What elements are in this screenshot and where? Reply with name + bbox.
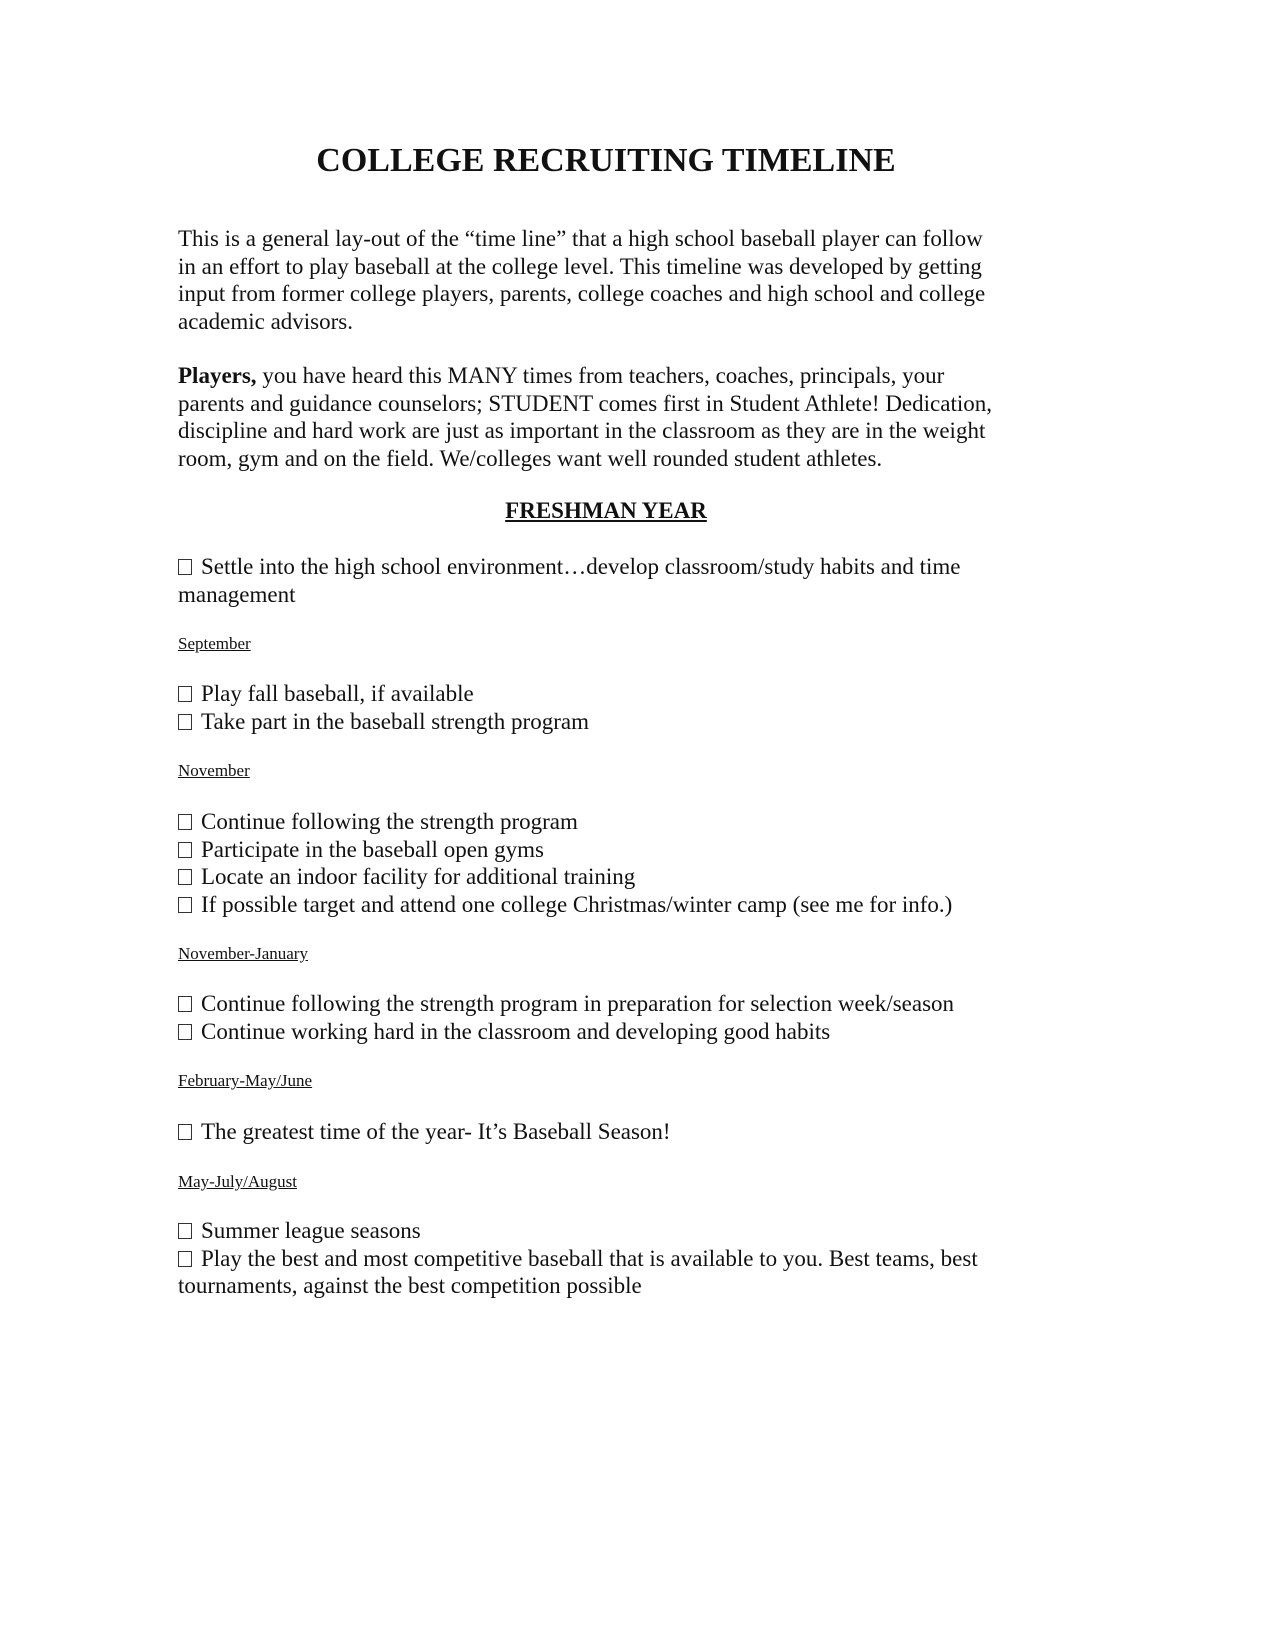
checklist-item: [178, 808, 952, 836]
item-text: Locate an indoor facility for additional training: [201, 864, 636, 889]
item-text: Continue following the strength program: [201, 809, 578, 834]
intro-paragraph: [178, 225, 985, 335]
month-items: [178, 990, 954, 1045]
checkbox-icon[interactable]: [178, 996, 192, 1012]
item-text: Continue working hard in the classroom and developing good habits: [201, 1018, 831, 1044]
text-line: This is a general lay-out of the “time line” that a high school baseball player can follow: [178, 226, 983, 251]
item-text: Settle into the high school environment…develop classroom/study habits and time: [201, 554, 961, 579]
month-label: May-July/August: [178, 1172, 297, 1191]
month-label: November-January: [178, 944, 308, 963]
text-line: input from former college players, parents, college coaches and high school and college: [178, 281, 986, 306]
text-line: in an effort to play baseball at the college level. This timeline was developed by getting: [178, 253, 982, 279]
players-lead: Players,: [178, 363, 257, 388]
month-items: [178, 680, 589, 735]
checkbox-icon[interactable]: [178, 714, 192, 730]
checklist-item: [178, 863, 952, 891]
checklist-item: [178, 1217, 978, 1245]
checkbox-icon[interactable]: [178, 869, 192, 885]
checkbox-icon[interactable]: [178, 1024, 192, 1040]
checklist-item: [178, 1245, 978, 1273]
item-text-continuation: tournaments, against the best competition possible: [178, 1273, 642, 1298]
checklist-item: [178, 1118, 671, 1146]
month-label: November: [178, 761, 250, 780]
month-label: February-May/June: [178, 1071, 313, 1090]
players-paragraph: [178, 362, 992, 472]
month-label: September: [178, 634, 251, 653]
section-heading: FRESHMAN YEAR: [505, 498, 707, 523]
item-text: Participate in the baseball open gyms: [201, 836, 544, 862]
checklist-item: [178, 708, 589, 736]
checkbox-icon[interactable]: [178, 842, 192, 858]
text-span: you have heard this MANY times from teachers, coaches, principals, your: [256, 363, 945, 388]
checkbox-icon[interactable]: [178, 686, 192, 702]
item-text: management: [178, 581, 296, 607]
checkbox-icon[interactable]: [178, 814, 192, 830]
month-items: [178, 808, 952, 918]
checklist-item: [178, 1018, 954, 1046]
text-line: room, gym and on the field. We/colleges want well rounded student athletes.: [178, 445, 883, 471]
text-line: academic advisors.: [178, 308, 353, 334]
item-text: Summer league seasons: [201, 1218, 421, 1243]
item-text: If possible target and attend one college Christmas/winter camp (see me for info.): [201, 891, 953, 917]
document-title: COLLEGE RECRUITING TIMELINE: [316, 142, 896, 179]
month-items: [178, 1118, 671, 1146]
item-text: Continue following the strength program in preparation for selection week/season: [201, 991, 955, 1016]
item-text: Play fall baseball, if available: [201, 681, 474, 706]
checklist-item: [178, 836, 952, 864]
checkbox-icon[interactable]: [178, 897, 192, 913]
checklist-item: [178, 680, 589, 708]
text-line: discipline and hard work are just as important in the classroom as they are in the weight: [178, 418, 986, 443]
item-text: The greatest time of the year- It’s Baseball Season!: [201, 1119, 671, 1144]
item-text: Take part in the baseball strength program: [201, 708, 589, 734]
text-line: parents and guidance counselors; STUDENT comes first in Student Athlete! Dedication,: [178, 390, 992, 416]
month-items: [178, 1217, 978, 1300]
checkbox-icon[interactable]: [178, 1251, 192, 1267]
general-item: [178, 553, 961, 608]
item-text: Play the best and most competitive baseball that is available to you. Best teams, best: [201, 1245, 978, 1271]
checkbox-icon[interactable]: [178, 1223, 192, 1239]
checkbox-icon[interactable]: [178, 559, 192, 575]
checklist-item: [178, 990, 954, 1018]
text-line: [178, 362, 992, 390]
checkbox-icon[interactable]: [178, 1124, 192, 1140]
checklist-item: [178, 891, 952, 919]
